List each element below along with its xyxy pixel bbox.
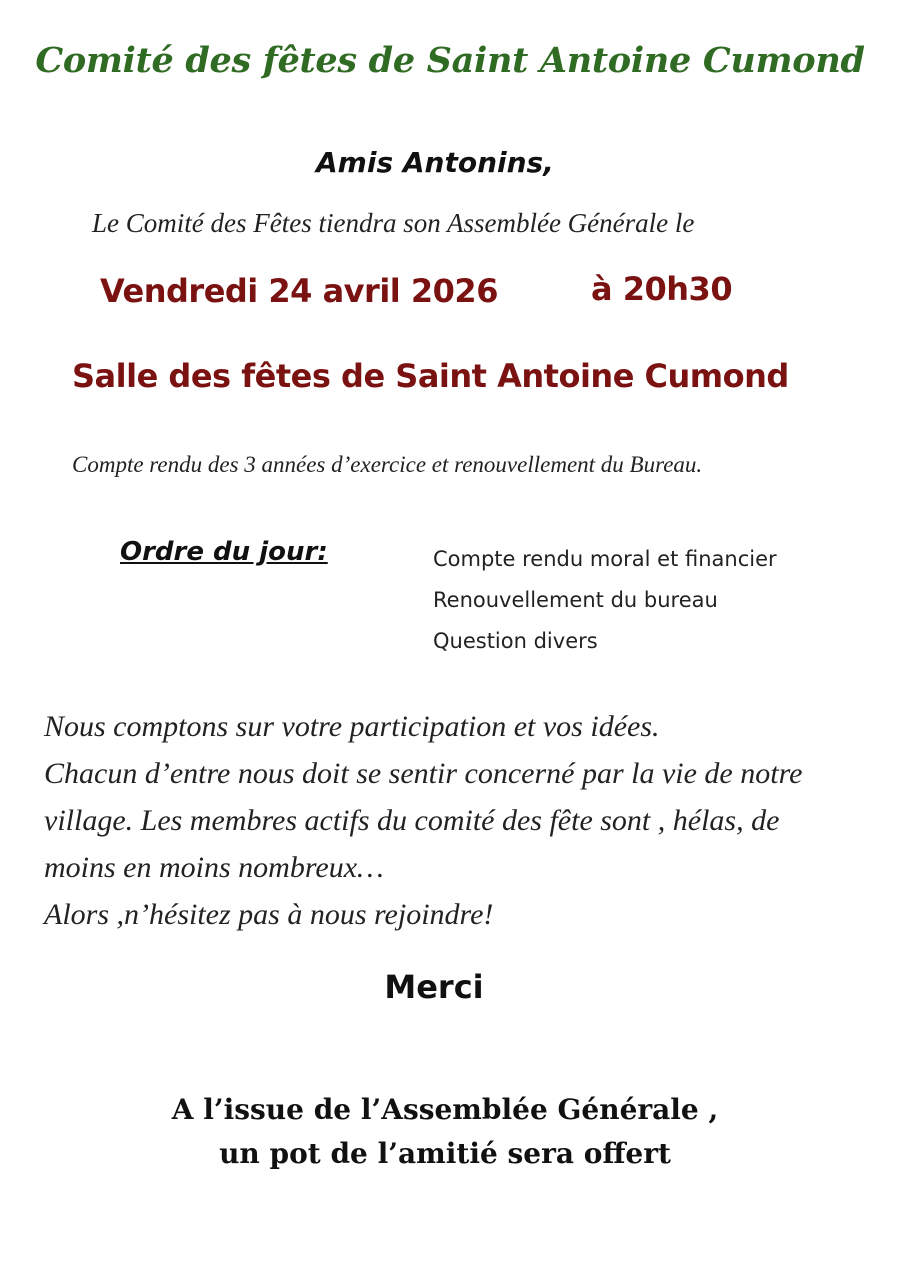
- agenda-item: Compte rendu moral et financier: [433, 547, 777, 571]
- footer-note: [0, 1088, 890, 1176]
- greeting: Amis Antonins,: [316, 146, 554, 179]
- meeting-time: à 20h30: [591, 270, 733, 308]
- agenda-item: Question divers: [433, 629, 598, 653]
- body-paragraph: [44, 703, 802, 938]
- thanks-text: Merci: [384, 968, 484, 1006]
- footer-line: un pot de l’amitié sera offert: [219, 1137, 671, 1170]
- meeting-venue: Salle des fêtes de Saint Antoine Cumond: [72, 357, 789, 395]
- agenda-label: Ordre du jour:: [120, 537, 328, 567]
- body-line: Nous comptons sur votre participation et vos idées.: [44, 710, 660, 743]
- page-title: Comité des fêtes de Saint Antoine Cumond: [35, 40, 865, 81]
- body-line: Alors ,n’hésitez pas à nous rejoindre!: [44, 898, 494, 931]
- body-line: Chacun d’entre nous doit se sentir concerné par la vie de notre: [44, 757, 803, 790]
- report-text: Compte rendu des 3 années d’exercice et renouvellement du Bureau.: [72, 452, 703, 477]
- body-line: moins en moins nombreux…: [44, 851, 384, 884]
- meeting-date: Vendredi 24 avril 2026: [100, 272, 498, 310]
- agenda-item: Renouvellement du bureau: [433, 588, 718, 612]
- footer-line: A l’issue de l’Assemblée Générale ,: [171, 1093, 719, 1126]
- agenda-list: [433, 545, 777, 668]
- body-line: village. Les membres actifs du comité des fête sont , hélas, de: [44, 804, 780, 837]
- intro-text: Le Comité des Fêtes tiendra son Assemblée Générale le: [92, 208, 695, 238]
